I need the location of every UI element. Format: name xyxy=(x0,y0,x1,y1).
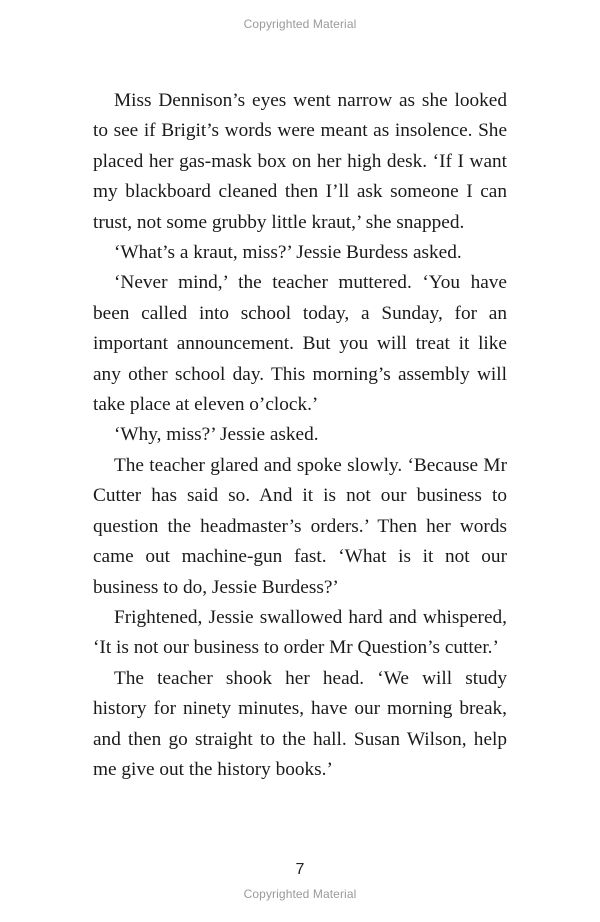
paragraph: Frightened, Jessie swallowed hard and whispered, ‘It is not our business to order Mr Question’s cutter.’ xyxy=(93,606,507,659)
paragraph: ‘Why, miss?’ Jessie asked. xyxy=(114,424,319,446)
watermark-bottom: Copyrighted Material xyxy=(243,887,357,901)
page-body xyxy=(93,86,507,785)
paragraph: ‘What’s a kraut, miss?’ Jessie Burdess asked. xyxy=(114,242,462,264)
paragraph: ‘Never mind,’ the teacher muttered. ‘You have been called into school today, a Sunday, for an important announcement. But you will treat it like any other school day. This morning’s assembly will take place at eleven o’clock.’ xyxy=(93,272,507,416)
paragraph: The teacher shook her head. ‘We will study history for ninety minutes, have our morning break, and then go straight to the hall. Susan Wilson, help me give out the history books.’ xyxy=(93,667,507,780)
watermark-top: Copyrighted Material xyxy=(243,17,357,31)
page-number: 7 xyxy=(295,861,305,878)
paragraph: Miss Dennison’s eyes went narrow as she looked to see if Brigit’s words were meant as insolence. She placed her gas-mask box on her high desk. ‘If I want my blackboard cleaned then I’ll ask someone I can trust, not some grubby little kraut,’ she snapped. xyxy=(93,90,507,233)
paragraph: The teacher glared and spoke slowly. ‘Because Mr Cutter has said so. And it is not our business to question the headmaster’s orders.’ Then her words came out machine-gun fast. ‘What is it not our business to do, Jessie Burdess?’ xyxy=(93,454,507,598)
